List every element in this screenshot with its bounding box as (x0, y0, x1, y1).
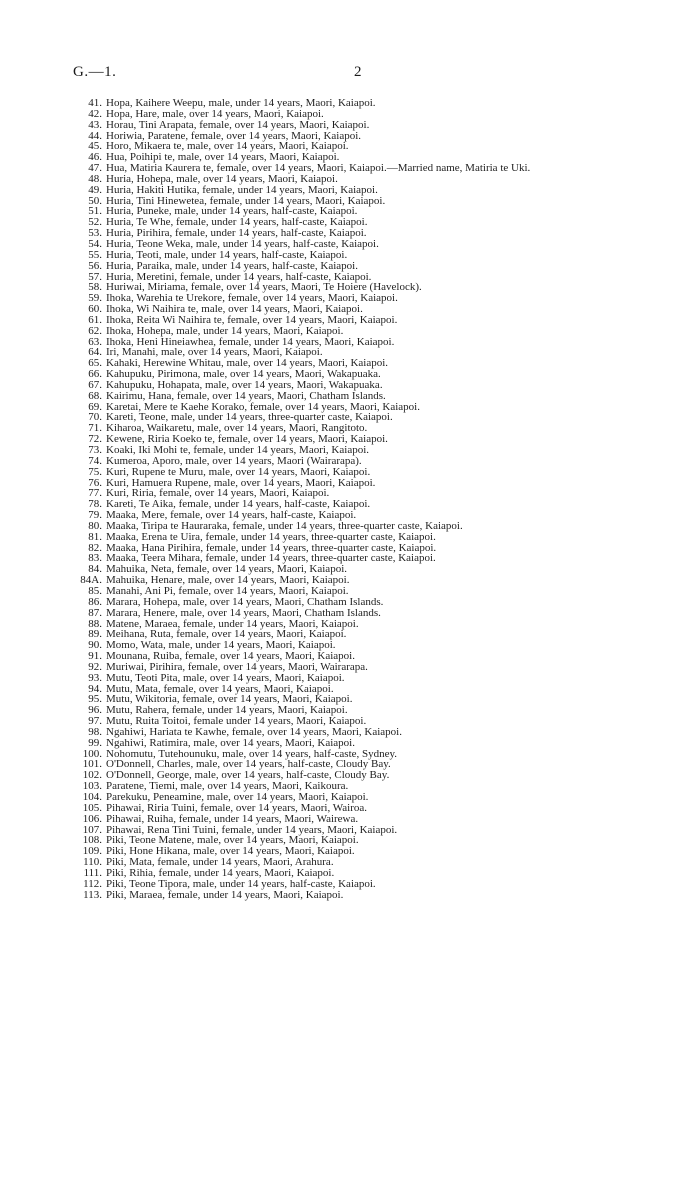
entry-text: Piki, Mata, female, under 14 years, Maori, Arahura. (106, 856, 334, 869)
entry-number: 89. (88, 628, 102, 641)
entry-text: Mutu, Ruita Toitoi, female under 14 years, Maori, Kaiapoi. (106, 715, 367, 728)
entry-number: 93. (88, 671, 102, 684)
list-item (80, 185, 530, 196)
entry-number: 103. (82, 780, 102, 793)
entry-number: 91. (88, 650, 102, 663)
entry-number: 50. (88, 194, 102, 207)
entry-text: Ngahiwi, Hariata te Kawhe, female, over 14 years, Maori, Kaiapoi. (106, 725, 402, 738)
entry-text: Marara, Henere, male, over 14 years, Maori, Chatham Islands. (106, 606, 381, 619)
entry-number: 76. (88, 476, 102, 489)
entry-number: 96. (88, 704, 102, 717)
entry-number: 43. (88, 118, 102, 131)
entry-text: Kahaki, Herewine Whitau, male, over 14 years, Maori, Kaiapoi. (106, 357, 389, 370)
register-list (80, 98, 530, 900)
entry-number: 44. (88, 129, 102, 142)
entry-number: 68. (88, 389, 102, 402)
entry-text: Huria, Puneke, male, under 14 years, half-caste, Kaiapoi. (106, 205, 358, 218)
entry-text: Muriwai, Pirihira, female, over 14 years, Maori, Wairarapa. (106, 660, 368, 673)
entry-text: Kuri, Hamuera Rupene, male, over 14 years, Maori, Kaiapoi. (106, 476, 376, 489)
entry-text: Kumeroa, Aporo, male, over 14 years, Maori (Wairarapa). (106, 454, 362, 467)
entry-number: 84A. (80, 574, 102, 587)
entry-text: Kewene, Riria Koeko te, female, over 14 years, Maori, Kaiapoi. (106, 433, 388, 446)
entry-number: 75. (88, 465, 102, 478)
entry-text: Piki, Hone Hikana, male, over 14 years, Maori, Kaiapoi. (106, 845, 355, 858)
list-item (80, 890, 530, 901)
entry-number: 70. (88, 411, 102, 424)
entry-number: 69. (88, 400, 102, 413)
entry-number: 54. (88, 237, 102, 250)
entry-number: 61. (88, 313, 102, 326)
entry-number: 113. (83, 888, 102, 901)
list-item (80, 120, 530, 131)
entry-number: 58. (88, 281, 102, 294)
list-item (80, 738, 530, 749)
entry-number: 104. (82, 791, 102, 803)
entry-number: 102. (82, 769, 102, 782)
entry-number: 52. (88, 216, 102, 229)
entry-text: Mutu, Wikitoria, female, over 14 years, Maori, Kaiapoi. (106, 693, 353, 706)
entry-text: Hopa, Hare, male, over 14 years, Maori, Kaiapoi. (106, 107, 324, 120)
entry-number: 65. (88, 357, 102, 370)
entry-number: 41. (88, 97, 102, 109)
entry-text: Ihoka, Reita Wi Naihira te, female, over 14 years, Maori, Kaiapoi. (106, 313, 398, 326)
entry-number: 77. (88, 487, 102, 500)
entry-text: Koaki, Iki Mohi te, female, under 14 years, Maori, Kaiapoi. (106, 444, 370, 456)
entry-text: Ihoka, Heni Hineiawhea, female, under 14 years, Maori, Kaiapoi. (106, 335, 395, 348)
page-number: 2 (354, 64, 362, 80)
entry-number: 71. (88, 422, 102, 435)
entry-text: Mutu, Mata, female, over 14 years, Maori, Kaiapoi. (106, 682, 334, 695)
entry-number: 105. (82, 801, 102, 814)
list-item (80, 608, 530, 619)
entry-number: 56. (88, 259, 102, 272)
entry-text: Huria, Tini Hinewetea, female, under 14 years, Maori, Kaiapoi. (106, 194, 386, 207)
entry-text: Ngahiwi, Ratimira, male, over 14 years, Maori, Kaiapoi. (106, 736, 355, 749)
entry-number: 108. (82, 834, 102, 847)
entry-number: 88. (88, 617, 102, 630)
entry-text: Horiwia, Paratene, female, over 14 years, Maori, Kaiapoi. (106, 129, 362, 142)
entry-number: 57. (88, 270, 102, 283)
entry-number: 106. (82, 812, 102, 825)
entry-number: 79. (88, 509, 102, 522)
entry-text: Horau, Tini Arapata, female, over 14 years, Maori, Kaiapoi. (106, 118, 370, 131)
entry-text: Maaka, Mere, female, over 14 years, half-caste, Kaiapoi. (106, 509, 357, 522)
entry-number: 98. (88, 725, 102, 738)
entry-number: 60. (88, 303, 102, 316)
entry-number: 101. (82, 758, 102, 771)
entry-text: Huriwai, Miriama, female, over 14 years, Maori, Te Hoiere (Havelock). (106, 281, 422, 294)
list-item (80, 879, 530, 890)
entry-number: 112. (83, 877, 102, 890)
entry-text: Huria, Meretini, female, under 14 years, half-caste, Kaiapoi. (106, 270, 372, 283)
entry-number: 46. (88, 151, 102, 164)
entry-text: Kairimu, Hana, female, over 14 years, Maori, Chatham Islands. (106, 389, 386, 402)
entry-text: Manahi, Ani Pi, female, over 14 years, Maori, Kaiapoi. (106, 584, 349, 597)
entry-number: 92. (88, 660, 102, 673)
entry-text: Huria, Te Whe, female, under 14 years, half-caste, Kaiapoi. (106, 216, 368, 229)
entry-text: Pihawai, Ruiha, female, under 14 years, Maori, Wairewa. (106, 812, 359, 825)
entry-text: Karetai, Mere te Kaehe Korako, female, over 14 years, Maori, Kaiapoi. (106, 400, 420, 413)
entry-text: Nohomutu, Tutehounuku, male, over 14 years, half-caste, Sydney. (106, 747, 398, 760)
entry-text: Piki, Teone Matene, male, over 14 years, Maori, Kaiapoi. (106, 834, 359, 847)
entry-number: 49. (88, 183, 102, 196)
entry-number: 62. (88, 324, 102, 337)
entry-number: 73. (88, 444, 102, 456)
entry-text: Kahupuku, Hohapata, male, over 14 years, Maori, Wakapuaka. (106, 378, 383, 391)
entry-number: 42. (88, 107, 102, 120)
entry-text: Maaka, Erena te Uira, female, under 14 years, three-quarter caste, Kaiapoi. (106, 530, 436, 543)
entry-text: O'Donnell, Charles, male, over 14 years, half-caste, Cloudy Bay. (106, 758, 391, 771)
entry-text: Kuri, Rupene te Muru, male, over 14 years, Maori, Kaiapoi. (106, 465, 371, 478)
entry-text: Pihawai, Riria Tuini, female, over 14 years, Maori, Wairoa. (106, 801, 368, 814)
entry-text: Iri, Manahi, male, over 14 years, Maori, Kaiapoi. (106, 346, 323, 359)
entry-text: Mahuika, Henare, male, over 14 years, Maori, Kaiapoi. (106, 574, 350, 587)
list-item (80, 391, 530, 402)
entry-number: 99. (88, 736, 102, 749)
entry-text: Mutu, Teoti Pita, male, over 14 years, Maori, Kaiapoi. (106, 671, 345, 684)
entry-text: Horo, Mikaera te, male, over 14 years, Maori, Kaiapoi. (106, 140, 349, 153)
entry-number: 51. (88, 205, 102, 218)
entry-text: Piki, Teone Tipora, male, under 14 years, half-caste, Kaiapoi. (106, 877, 376, 890)
entry-number: 90. (88, 639, 102, 652)
entry-number: 94. (88, 682, 102, 695)
list-item (80, 261, 530, 272)
entry-number: 53. (88, 227, 102, 240)
entry-text: Hopa, Kaihere Weepu, male, under 14 years, Maori, Kaiapoi. (106, 97, 376, 109)
entry-number: 111. (83, 866, 102, 879)
entry-text: Mounana, Ruiba, female, over 14 years, Maori, Kaiapoi. (106, 650, 355, 663)
entry-number: 78. (88, 498, 102, 511)
entry-number: 55. (88, 248, 102, 261)
list-item (80, 814, 530, 825)
entry-text: Kahupuku, Pirimona, male, over 14 years, Maori, Wakapuaka. (106, 368, 381, 381)
entry-number: 64. (88, 346, 102, 359)
entry-number: 107. (82, 823, 102, 836)
entry-number: 109. (82, 845, 102, 858)
entry-text: Momo, Wata, male, under 14 years, Maori, Kaiapoi. (106, 639, 336, 652)
entry-text: Marara, Hohepa, male, over 14 years, Maori, Chatham Islands. (106, 595, 384, 608)
entry-text: Piki, Maraea, female, under 14 years, Maori, Kaiapoi. (106, 888, 344, 901)
list-item (80, 532, 530, 543)
entry-text: Kareti, Teone, male, under 14 years, three-quarter caste, Kaiapoi. (106, 411, 393, 424)
entry-text: Kareti, Te Aika, female, under 14 years, half-caste, Kaiapoi. (106, 498, 371, 511)
entry-number: 74. (88, 454, 102, 467)
entry-number: 59. (88, 292, 102, 305)
entry-number: 81. (88, 530, 102, 543)
entry-number: 84. (88, 563, 102, 576)
entry-text: Kuri, Riria, female, over 14 years, Maori, Kaiapoi. (106, 487, 330, 500)
entry-number: 97. (88, 715, 102, 728)
entry-text: Huria, Teone Weka, male, under 14 years, half-caste, Kaiapoi. (106, 237, 379, 250)
entry-number: 80. (88, 519, 102, 532)
entry-text: Huria, Hohepa, male, over 14 years, Maori, Kaiapoi. (106, 172, 338, 185)
entry-number: 86. (88, 595, 102, 608)
entry-number: 48. (88, 172, 102, 185)
entry-text: Huria, Pirihira, female, under 14 years, half-caste, Kaiapoi. (106, 227, 367, 240)
entry-text: Parekuku, Peneamine, male, over 14 years, Maori, Kaiapoi. (106, 791, 369, 803)
entry-text: Kiharoa, Waikaretu, male, over 14 years, Maori, Rangitoto. (106, 422, 368, 435)
entry-number: 72. (88, 433, 102, 446)
entry-text: Ihoka, Warehia te Urekore, female, over 14 years, Maori, Kaiapoi. (106, 292, 398, 305)
entry-text: Maaka, Teera Mihara, female, under 14 years, three-quarter caste, Kaiapoi. (106, 552, 436, 565)
entry-text: Ihoka, Hohepa, male, under 14 years, Maori, Kaiapoi. (106, 324, 344, 337)
entry-text: Maaka, Tiripa te Hauraraka, female, under 14 years, three-quarter caste, Kaiapoi. (106, 519, 463, 532)
entry-number: 83. (88, 552, 102, 565)
entry-number: 45. (88, 140, 102, 153)
entry-number: 100. (82, 747, 102, 760)
list-item (80, 673, 530, 684)
entry-number: 67. (88, 378, 102, 391)
page-header (73, 64, 633, 84)
entry-text: Paratene, Tiemi, male, over 14 years, Maori, Kaikoura. (106, 780, 349, 793)
entry-number: 110. (83, 856, 102, 869)
entry-number: 66. (88, 368, 102, 381)
entry-text: Meihana, Ruta, female, over 14 years, Maori, Kaiapoi. (106, 628, 347, 641)
entry-text: Mutu, Rahera, female, under 14 years, Maori, Kaiapoi. (106, 704, 348, 717)
entry-text: Ihoka, Wi Naihira te, male, over 14 years, Maori, Kaiapoi. (106, 303, 363, 316)
entry-number: 63. (88, 335, 102, 348)
entry-text: O'Donnell, George, male, over 14 years, half-caste, Cloudy Bay. (106, 769, 390, 782)
entry-number: 47. (88, 162, 102, 175)
entry-text: Maaka, Hana Pirihira, female, under 14 years, three-quarter caste, Kaiapoi. (106, 541, 437, 554)
entry-text: Huria, Paraika, male, under 14 years, half-caste, Kaiapoi. (106, 259, 358, 272)
entry-text: Huria, Teoti, male, under 14 years, half-caste, Kaiapoi. (106, 248, 348, 261)
entry-text: Mahuika, Neta, female, over 14 years, Maori, Kaiapoi. (106, 563, 347, 576)
entry-text: Hua, Matiria Kaurera te, female, over 14 years, Maori, Kaiapoi.—Married name, Matiria te Uki. (106, 162, 531, 175)
entry-number: 85. (88, 584, 102, 597)
entry-text: Huria, Hakiti Hutika, female, under 14 years, Maori, Kaiapoi. (106, 183, 378, 196)
entry-text: Hua, Poihipi te, male, over 14 years, Maori, Kaiapoi. (106, 151, 340, 164)
entry-number: 87. (88, 606, 102, 619)
list-item (80, 467, 530, 478)
document-reference: G.—1. (73, 64, 117, 80)
entry-number: 95. (88, 693, 102, 706)
entry-text: Pihawai, Rena Tini Tuini, female, under 14 years, Maori, Kaiapoi. (106, 823, 398, 836)
list-item (80, 326, 530, 337)
entry-text: Piki, Rihia, female, under 14 years, Maori, Kaiapoi. (106, 866, 335, 879)
entry-text: Matene, Maraea, female, under 14 years, Maori, Kaiapoi. (106, 617, 359, 630)
entry-number: 82. (88, 541, 102, 554)
